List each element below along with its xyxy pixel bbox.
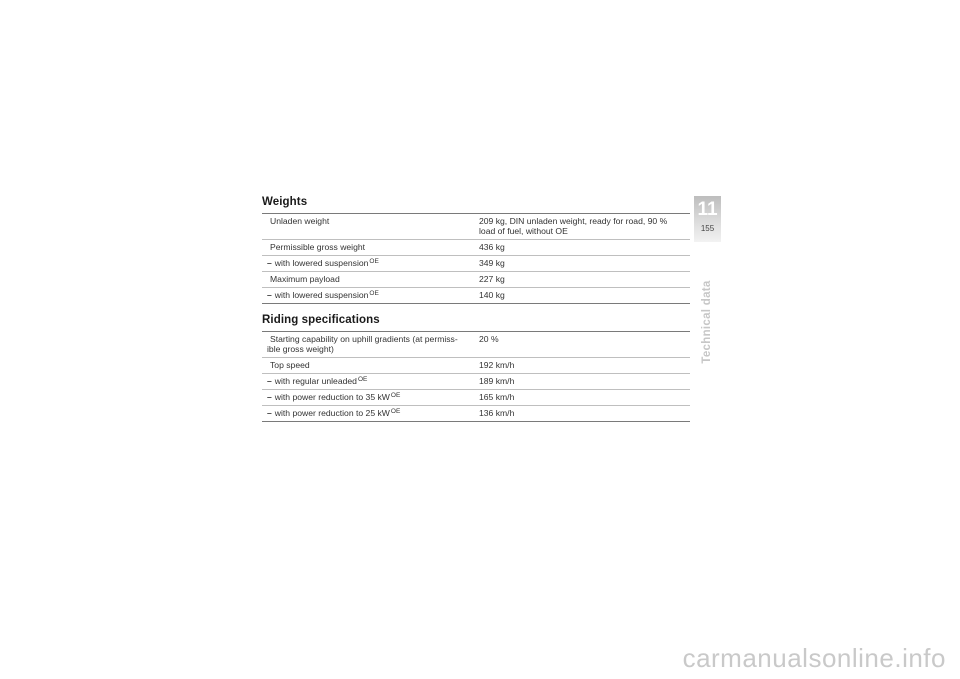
weights-table — [262, 213, 690, 304]
row-value: 227 kg — [479, 274, 505, 284]
row-label: – with power reduction to 35 $kW^{OE}$ — [267, 392, 401, 402]
section-title-riding-specifications: Riding specifications — [262, 314, 380, 326]
row-value: 349 kg — [479, 258, 505, 268]
row-label: – with lowered suspension$^{OE}$ — [267, 258, 379, 268]
row-label: Top speed — [270, 360, 310, 370]
watermark: carmanualsonline.info — [682, 643, 946, 673]
table-row — [262, 256, 690, 272]
row-value: 192 km/h — [479, 360, 515, 370]
table-row — [262, 288, 690, 304]
table-row — [262, 332, 690, 358]
row-label: Unladen weight — [270, 216, 330, 226]
chapter-side-title — [700, 272, 714, 372]
row-label: Permissible gross weight — [270, 242, 366, 252]
row-label: – with regular unleaded$^{OE}$ — [267, 376, 368, 386]
row-value: 20 % — [479, 334, 499, 344]
table-row — [262, 240, 690, 256]
row-label: Starting capability on uphill gradients (at permiss-ible gross weight) — [267, 334, 458, 354]
row-value: 140 kg — [479, 290, 505, 300]
table-row — [262, 406, 690, 422]
table-row — [262, 272, 690, 288]
table-row — [262, 214, 690, 240]
row-label: – with lowered suspension$^{OE}$ — [267, 290, 379, 300]
section-title-weights: Weights — [262, 196, 308, 208]
table-row — [262, 358, 690, 374]
row-value: 165 km/h — [479, 392, 515, 402]
row-value: 209 kg, DIN unladen weight, ready for road, 90 % load of fuel, without OE — [479, 216, 668, 236]
row-value: 189 km/h — [479, 376, 515, 386]
riding-specifications-table — [262, 331, 690, 422]
chapter-number: 11 — [697, 199, 718, 220]
row-label: – with power reduction to 25 $kW^{OE}$ — [267, 408, 401, 418]
row-value: 136 km/h — [479, 408, 515, 418]
chapter-title-text: Technical data — [701, 280, 713, 364]
table-row — [262, 374, 690, 390]
page-number: 155 — [700, 224, 715, 233]
row-label: Maximum payload — [270, 274, 340, 284]
table-row — [262, 390, 690, 406]
row-value: 436 kg — [479, 242, 505, 252]
content-area — [262, 196, 690, 422]
chapter-tab — [694, 196, 721, 242]
